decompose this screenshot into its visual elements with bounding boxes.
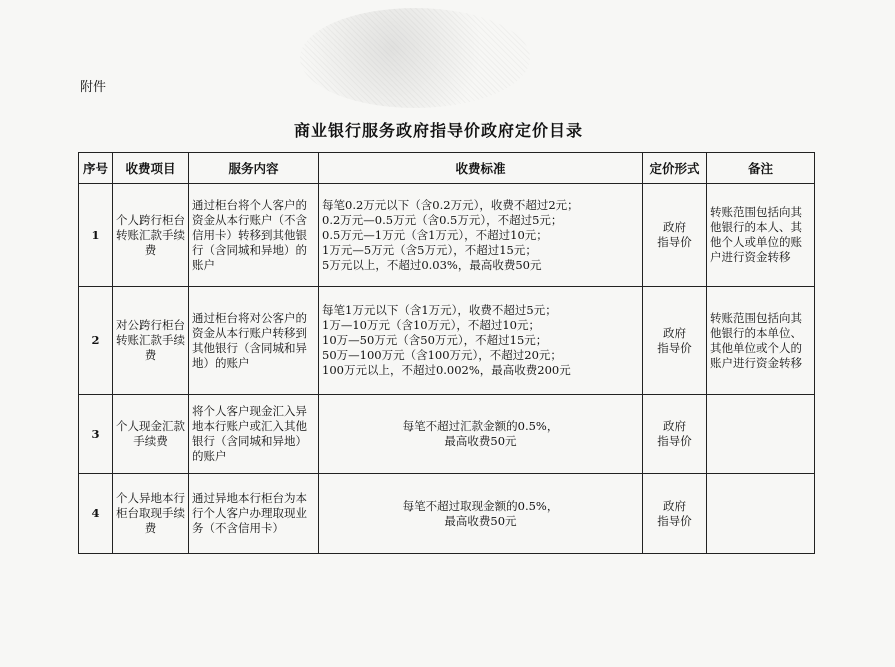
attachment-label: 附件 (80, 80, 107, 95)
header-item: 收费项目 (113, 153, 189, 184)
pricing-form-text: 政府 指导价 (657, 498, 692, 528)
table-row (79, 287, 815, 395)
row-content: 通过柜台将对公客户的资金从本行账户转移到其他银行（含同城和异地）的账户 (189, 287, 319, 395)
pricing-form-text: 政府 指导价 (657, 325, 692, 355)
standard-line: 每笔1万元以下（含1万元），收费不超过5元； (322, 303, 557, 317)
fee-table (78, 152, 815, 554)
standard-line: 每笔不超过取现金额的0.5%， (402, 498, 559, 513)
row-standard (319, 395, 643, 474)
table-row (79, 395, 815, 474)
standard-line: 100万元以上，不超过0.002%，最高收费200元 (322, 363, 571, 377)
standard-line: 0.2万元—0.5万元（含0.5万元），不超过5元； (322, 212, 563, 227)
row-content: 将个人客户现金汇入异地本行账户或汇入其他银行（含同城和异地）的账户 (189, 395, 319, 474)
row-item: 对公跨行柜台转账汇款手续费 (113, 287, 189, 395)
standard-line: 1万—10万元（含10万元），不超过10元； (322, 318, 540, 332)
row-pricing-form (643, 395, 707, 474)
row-note: 转账范围包括向其他银行的本人、其他个人或单位的账户进行资金转移 (707, 184, 815, 287)
row-content: 通过异地本行柜台为本行个人客户办理取现业务（不含信用卡） (189, 474, 319, 554)
header-pricing-form: 定价形式 (643, 153, 707, 184)
row-index: 2 (79, 287, 113, 395)
row-note (707, 474, 815, 554)
row-note: 转账范围包括向其他银行的本单位、其他单位或个人的账户进行资金转移 (707, 287, 815, 395)
row-standard (319, 474, 643, 554)
row-standard (319, 287, 643, 395)
standard-line: 1万元—5万元（含5万元），不超过15元； (322, 242, 537, 257)
row-pricing-form (643, 287, 707, 395)
header-note: 备注 (707, 153, 815, 184)
standard-line: 最高收费50元 (444, 513, 517, 528)
row-item: 个人现金汇款手续费 (113, 395, 189, 474)
pricing-form-text: 政府 指导价 (657, 419, 692, 448)
row-standard (319, 184, 643, 287)
standard-line: 5万元以上，不超过0.03%，最高收费50元 (322, 257, 542, 272)
row-note (707, 395, 815, 474)
standard-line: 最高收费50元 (444, 434, 517, 448)
table-row (79, 184, 815, 287)
standard-line: 每笔0.2万元以下（含0.2万元），收费不超过2元； (322, 197, 579, 212)
header-standard: 收费标准 (319, 153, 643, 184)
header-index: 序号 (79, 153, 113, 184)
row-item: 个人跨行柜台转账汇款手续费 (113, 184, 189, 287)
standard-line: 每笔不超过汇款金额的0.5%， (402, 419, 559, 433)
standard-line: 0.5万元—1万元（含1万元），不超过10元； (322, 227, 548, 242)
row-pricing-form (643, 474, 707, 554)
row-item: 个人异地本行柜台取现手续费 (113, 474, 189, 554)
row-index: 1 (79, 184, 113, 287)
document-title: 商业银行服务政府指导价政府定价目录 (294, 121, 584, 140)
standard-line: 10万—50万元（含50万元），不超过15元； (322, 333, 548, 347)
row-index: 3 (79, 395, 113, 474)
row-pricing-form (643, 184, 707, 287)
scan-noise (300, 8, 530, 108)
header-content: 服务内容 (189, 153, 319, 184)
table-header-row (79, 153, 815, 184)
row-content: 通过柜台将个人客户的资金从本行账户（不含信用卡）转移到其他银行（含同城和异地）的账户 (189, 184, 319, 287)
standard-line: 50万—100万元（含100万元），不超过20元； (322, 348, 562, 362)
row-index: 4 (79, 474, 113, 554)
table-row (79, 474, 815, 554)
pricing-form-text: 政府 指导价 (657, 220, 692, 249)
